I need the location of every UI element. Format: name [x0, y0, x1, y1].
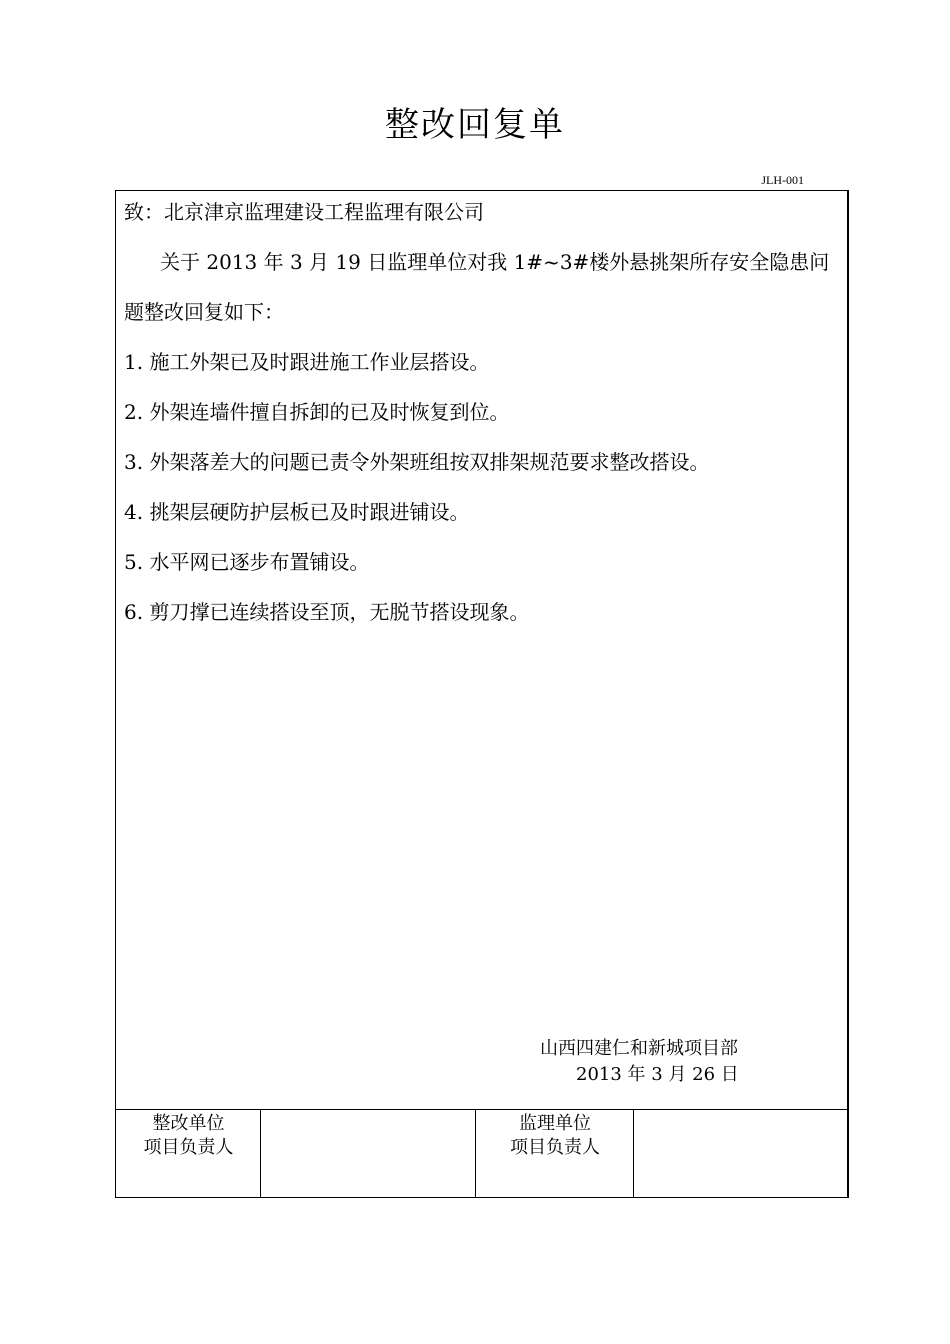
- reply-content-box: [115, 190, 849, 1110]
- rectification-item-4: 4. 挑架层硬防护层板已及时跟进铺设。: [124, 500, 470, 524]
- intro-line-1: 关于 2013 年 3 月 19 日监理单位对我 1#~3#楼外悬挑架所存安全隐患问: [160, 250, 830, 274]
- signature-department: 山西四建仁和新城项目部: [540, 1038, 738, 1059]
- supervision-unit-label-cell: [476, 1110, 634, 1197]
- rectification-unit-label-cell: [116, 1110, 261, 1197]
- document-code: JLH-001: [761, 173, 804, 187]
- rectification-project-leader-label: 项目负责人: [143, 1137, 234, 1158]
- rectification-item-3: 3. 外架落差大的问题已责令外架班组按双排架规范要求整改搭设。: [124, 450, 710, 474]
- rectification-item-2: 2. 外架连墙件擅自拆卸的已及时恢复到位。: [124, 400, 510, 424]
- supervision-project-leader-label: 项目负责人: [510, 1137, 600, 1158]
- rectification-item-5: 5. 水平网已逐步布置铺设。: [124, 550, 370, 574]
- responsible-person-table: [115, 1110, 849, 1198]
- intro-line-2: 题整改回复如下：: [124, 300, 284, 324]
- rectification-item-1: 1. 施工外架已及时跟进施工作业层搭设。: [124, 350, 490, 374]
- rectification-unit-label: 整改单位: [152, 1113, 225, 1134]
- page-title: 整改回复单: [385, 105, 565, 145]
- supervision-leader-signature-field[interactable]: [634, 1110, 848, 1197]
- rectification-item-6: 6. 剪刀撑已连续搭设至顶，无脱节搭设现象。: [124, 600, 530, 624]
- signature-date: 2013 年 3 月 26 日: [576, 1064, 739, 1085]
- supervision-unit-label: 监理单位: [519, 1113, 591, 1134]
- rectification-leader-signature-field[interactable]: [261, 1110, 476, 1197]
- addressee: 致：北京津京监理建设工程监理有限公司: [124, 200, 484, 224]
